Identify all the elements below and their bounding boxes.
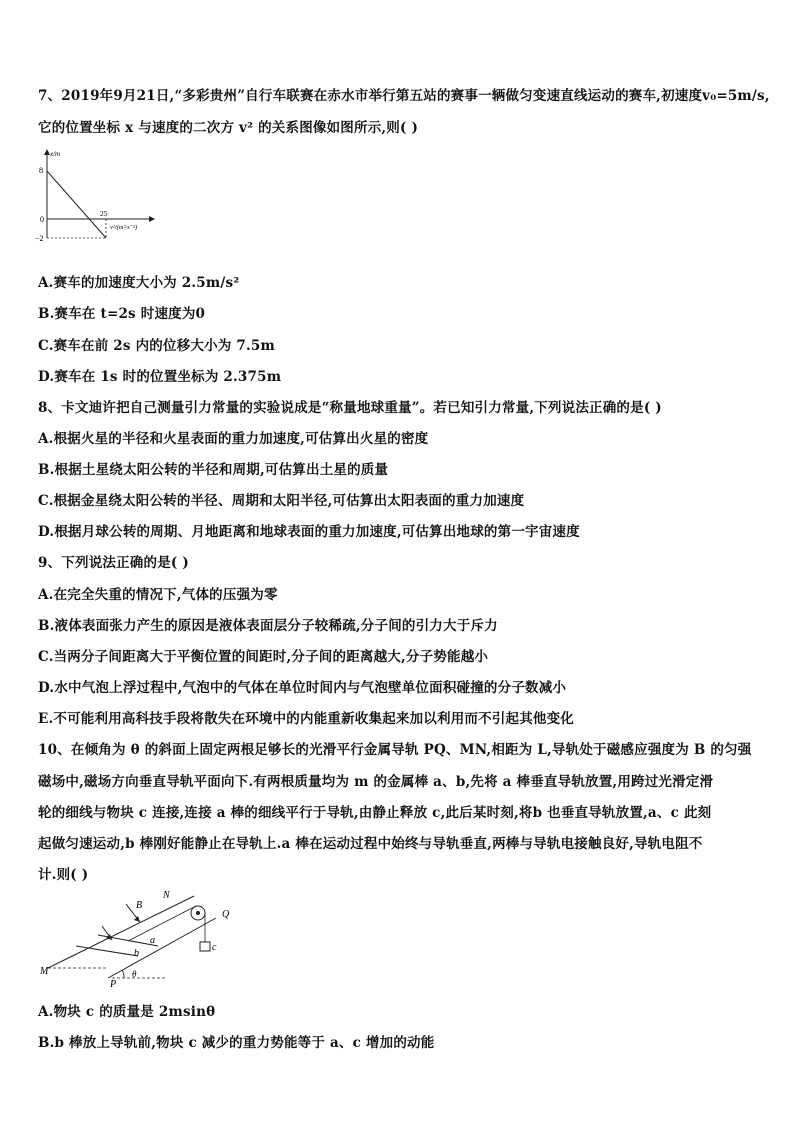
y-tick-0: 0 — [40, 215, 44, 224]
label-b: b — [134, 948, 139, 959]
q8-option-c: C.根据金星绕太阳公转的半径、周期和太阳半径,可估算出太阳表面的重力加速度 — [38, 493, 525, 509]
q7-stem-line1: 7、2019年9月21日,“多彩贵州”自行车联赛在赤水市举行第五站的赛事一辆做匀变速直线运动的赛车,初速度v₀=5m/s, — [38, 88, 770, 104]
q9-option-d: D.水中气泡上浮过程中,气泡中的气体在单位时间内与气泡壁单位面积碰撞的分子数减小 — [38, 680, 567, 696]
q9-option-a: A.在完全失重的情况下,气体的压强为零 — [38, 587, 278, 603]
rail-MN — [48, 896, 194, 968]
q7-option-d: D.赛车在 1s 时的位置坐标为 2.375m — [38, 369, 282, 385]
x-tick-25: 25 — [100, 209, 108, 218]
q7-option-b: B.赛车在 t=2s 时速度为0 — [38, 306, 206, 322]
q10-stem-line1: 10、在倾角为 θ 的斜面上固定两根足够长的光滑平行金属导轨 PQ、MN,相距为 L,导轨处于磁感应强度为 B 的匀强 — [38, 742, 752, 758]
q9-option-b: B.液体表面张力产生的原因是液体表面层分子较稀疏,分子间的引力大于斥力 — [38, 618, 498, 634]
q10-stem-line2: 磁场中,磁场方向垂直导轨平面向下.有两根质量均为 m 的金属棒 a、b,先将 a 棒垂直导轨放置,用跨过光滑定滑 — [38, 774, 714, 790]
x-vs-v2-line — [47, 171, 106, 238]
label-B: B — [136, 900, 143, 911]
q10-option-a: A.物块 c 的质量是 2msinθ — [38, 1004, 216, 1020]
rod-b — [76, 946, 138, 956]
q7-option-c: C.赛车在前 2s 内的位移大小为 7.5m — [38, 338, 275, 354]
label-c: c — [212, 942, 217, 953]
rod-a — [98, 935, 158, 946]
q10-figure — [36, 886, 246, 990]
theta-arc — [122, 970, 124, 978]
q9-option-e: E.不可能利用高科技手段将散失在环境中的内能重新收集起来加以利用而不引起其他变化 — [38, 711, 574, 727]
y-axis-label: x/m — [50, 150, 61, 158]
x-axis-label: v²/(m²·s⁻²) — [110, 224, 138, 231]
block-c — [200, 942, 210, 951]
label-N: N — [163, 890, 170, 901]
q7-stem-line2: 它的位置坐标 x 与速度的二次方 v² 的关系图像如图所示,则( ) — [38, 120, 419, 136]
q10-stem-line5: 计.则( ) — [38, 867, 89, 883]
q7-option-a: A.赛车的加速度大小为 2.5m/s² — [38, 275, 240, 291]
label-Q: Q — [222, 909, 230, 920]
q8-option-b: B.根据土星绕太阳公转的半径和周期,可估算出土星的质量 — [38, 462, 389, 478]
q10-stem-line3: 轮的细线与物块 c 连接,连接 a 棒的细线平行于导轨,由静止释放 c,此后某时刻,将b 也垂直导轨放置,a、c 此刻 — [38, 805, 712, 821]
label-a: a — [150, 935, 155, 946]
q8-stem: 8、卡文迪许把自己测量引力常量的实验说成是“称量地球重量”。若已知引力常量,下列说法正确的是( ) — [38, 400, 662, 416]
q10-option-b: B.b 棒放上导轨前,物块 c 减少的重力势能等于 a、c 增加的动能 — [38, 1035, 435, 1051]
q8-option-d: D.根据月球公转的周期、月地距离和地球表面的重力加速度,可估算出地球的第一宇宙速度 — [38, 524, 580, 540]
y-tick-8: 8 — [39, 166, 43, 175]
q10-stem-line4: 起做匀速运动,b 棒刚好能静止在导轨上.a 棒在运动过程中始终与导轨垂直,两棒与导轨电接触良好,导轨电阻不 — [38, 836, 703, 852]
q8-option-a: A.根据火星的半径和火星表面的重力加速度,可估算出火星的密度 — [38, 431, 429, 447]
q9-option-c: C.当两分子间距离大于平衡位置的间距时,分子间的距离越大,分子势能越小 — [38, 649, 489, 665]
q9-stem: 9、下列说法正确的是( ) — [38, 555, 189, 571]
label-M: M — [40, 966, 49, 977]
label-theta: θ — [132, 969, 137, 979]
y-tick-neg2: −2 — [35, 234, 44, 243]
q7-figure — [30, 146, 160, 246]
label-P: P — [110, 979, 117, 990]
